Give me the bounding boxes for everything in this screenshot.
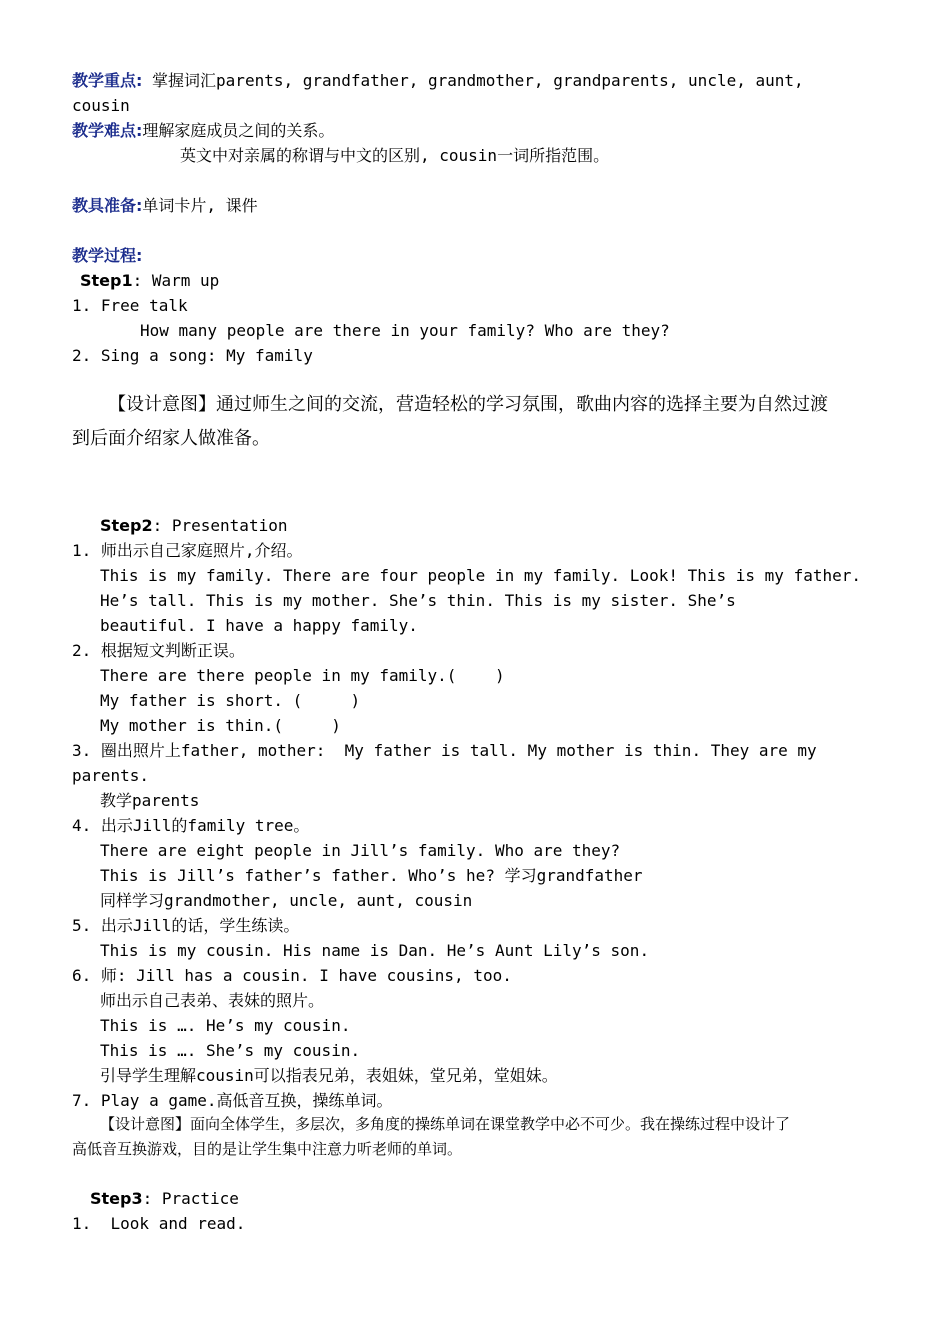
difficulty-text-2: 英文中对亲属的称谓与中文的区别, cousin一词所指范围。 — [180, 146, 610, 165]
step2-line: He’s tall. This is my mother. She’s thin. This is my sister. She’s — [100, 591, 736, 610]
materials-text: 单词卡片, 课件 — [142, 196, 258, 215]
key-points-text: 掌握词汇parents, grandfather, grandmother, grandparents, uncle, aunt, — [142, 71, 804, 90]
process-label: 教学过程: — [72, 246, 143, 265]
step1-line: How many people are there in your family? Who are they? — [140, 321, 670, 340]
step2-line: This is my family. There are four people in my family. Look! This is my father. — [100, 566, 861, 585]
step1-label: Step1 — [80, 271, 133, 290]
materials-line — [72, 195, 258, 217]
step3-line: 1. Look and read. — [72, 1214, 246, 1233]
step2-title: : Presentation — [152, 516, 288, 535]
step2-line: 5. 出示Jill的话，学生练读。 — [72, 916, 300, 935]
difficulty-label: 教学难点: — [72, 121, 143, 140]
step1-line: 2. Sing a song: My family — [72, 346, 313, 365]
key-points-cont: cousin — [72, 96, 130, 115]
step3-label: Step3 — [90, 1189, 143, 1208]
step2-line: 3. 圈出照片上father, mother: My father is tall. My mother is thin. They are my — [72, 741, 817, 760]
step2-line: My mother is thin.( ) — [100, 716, 341, 735]
step2-line: This is Jill’s father’s father. Who’s he? 学习grandfather — [100, 866, 643, 885]
step2-heading — [100, 515, 287, 537]
key-points-label: 教学重点: — [72, 71, 143, 90]
step2-line: 教学parents — [100, 791, 200, 810]
step1-heading — [80, 270, 219, 292]
step3-heading — [90, 1188, 239, 1210]
step2-line: This is my cousin. His name is Dan. He’s Aunt Lily’s son. — [100, 941, 650, 960]
step1-line: 1. Free talk — [72, 296, 188, 315]
step2-line: 4. 出示Jill的family tree。 — [72, 816, 310, 835]
key-points-line — [72, 70, 804, 92]
step2-line: 同样学习grandmother, uncle, aunt, cousin — [100, 891, 473, 910]
step2-line: 6. 师: Jill has a cousin. I have cousins, too. — [72, 966, 512, 985]
step1-title: : Warm up — [132, 271, 220, 290]
step2-line: beautiful. I have a happy family. — [100, 616, 418, 635]
step2-line: This is …. She’s my cousin. — [100, 1041, 361, 1060]
step2-design-intent-cont: 高低音互换游戏，目的是让学生集中注意力听老师的单词。 — [72, 1140, 463, 1158]
step2-line: 师出示自己表弟、表妹的照片。 — [100, 991, 325, 1010]
step2-design-intent: 【设计意图】面向全体学生，多层次，多角度的操练单词在课堂教学中必不可少。我在操练过程中设计了 — [100, 1115, 791, 1133]
step2-line: There are eight people in Jill’s family. Who are they? — [100, 841, 621, 860]
step2-line: 7. Play a game.高低音互换，操练单词。 — [72, 1091, 393, 1110]
step2-line: parents. — [72, 766, 150, 785]
step2-line: 1. 师出示自己家庭照片,介绍。 — [72, 541, 303, 560]
step1-design-intent-cont: 到后面介绍家人做准备。 — [72, 428, 270, 449]
step2-line: There are there people in my family.( ) — [100, 666, 505, 685]
step3-title: : Practice — [142, 1189, 239, 1208]
materials-label: 教具准备: — [72, 196, 143, 215]
process-heading — [72, 245, 142, 267]
step2-label: Step2 — [100, 516, 153, 535]
step2-line: This is …. He’s my cousin. — [100, 1016, 351, 1035]
step2-line: 2. 根据短文判断正误。 — [72, 641, 245, 660]
step1-design-intent: 【设计意图】通过师生之间的交流，营造轻松的学习氛围，歌曲内容的选择主要为自然过渡 — [108, 394, 828, 415]
step2-line: My father is short. ( ) — [100, 691, 361, 710]
step2-line: 引导学生理解cousin可以指表兄弟，表姐妹，堂兄弟，堂姐妹。 — [100, 1066, 558, 1085]
difficulty-line — [72, 120, 334, 142]
difficulty-text: 理解家庭成员之间的关系。 — [142, 121, 335, 140]
